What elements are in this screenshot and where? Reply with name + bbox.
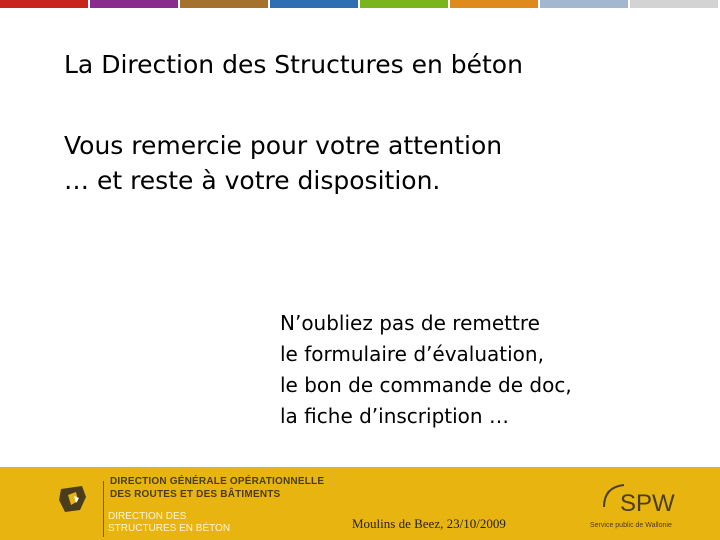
wallonia-rooster-icon: [56, 483, 92, 515]
footer-band: [0, 467, 720, 540]
thanks-line: Vous remercie pour votre attention: [64, 131, 503, 160]
top-bar-segment: [360, 0, 448, 8]
top-bar-segment: [180, 0, 268, 8]
department-line: DIRECTION DES: [108, 511, 187, 522]
top-bar-segment: [90, 0, 178, 8]
reminder-line: N’oubliez pas de remettre: [280, 311, 540, 335]
directorate-line: DES ROUTES ET DES BÂTIMENTS: [110, 489, 281, 500]
top-bar-segment: [0, 0, 88, 8]
reminder-text: [280, 308, 572, 432]
reminder-line: le formulaire d’évaluation,: [280, 342, 544, 366]
reminder-line: le bon de commande de doc,: [280, 373, 572, 397]
top-bar-segment: [630, 0, 718, 8]
top-bar-segment: [270, 0, 358, 8]
slide-title: La Direction des Structures en béton: [64, 50, 523, 79]
footer-date: Moulins de Beez, 23/10/2009: [352, 516, 506, 531]
spw-logo-text: SPW: [620, 490, 675, 517]
reminder-line: la fiche d’inscription …: [280, 404, 509, 428]
directorate-name: [110, 475, 324, 501]
footer-divider: [103, 481, 104, 537]
spw-tagline: Service public de Wallonie: [590, 522, 672, 529]
thanks-text: [64, 128, 502, 198]
thanks-line: … et reste à votre disposition.: [64, 166, 441, 195]
directorate-line: DIRECTION GÉNÉRALE OPÉRATIONNELLE: [110, 476, 325, 487]
top-bar-segment: [540, 0, 628, 8]
department-name: [108, 511, 230, 535]
top-bar-segment: [450, 0, 538, 8]
department-line: STRUCTURES EN BÉTON: [108, 523, 231, 534]
top-color-bar: [0, 0, 720, 8]
